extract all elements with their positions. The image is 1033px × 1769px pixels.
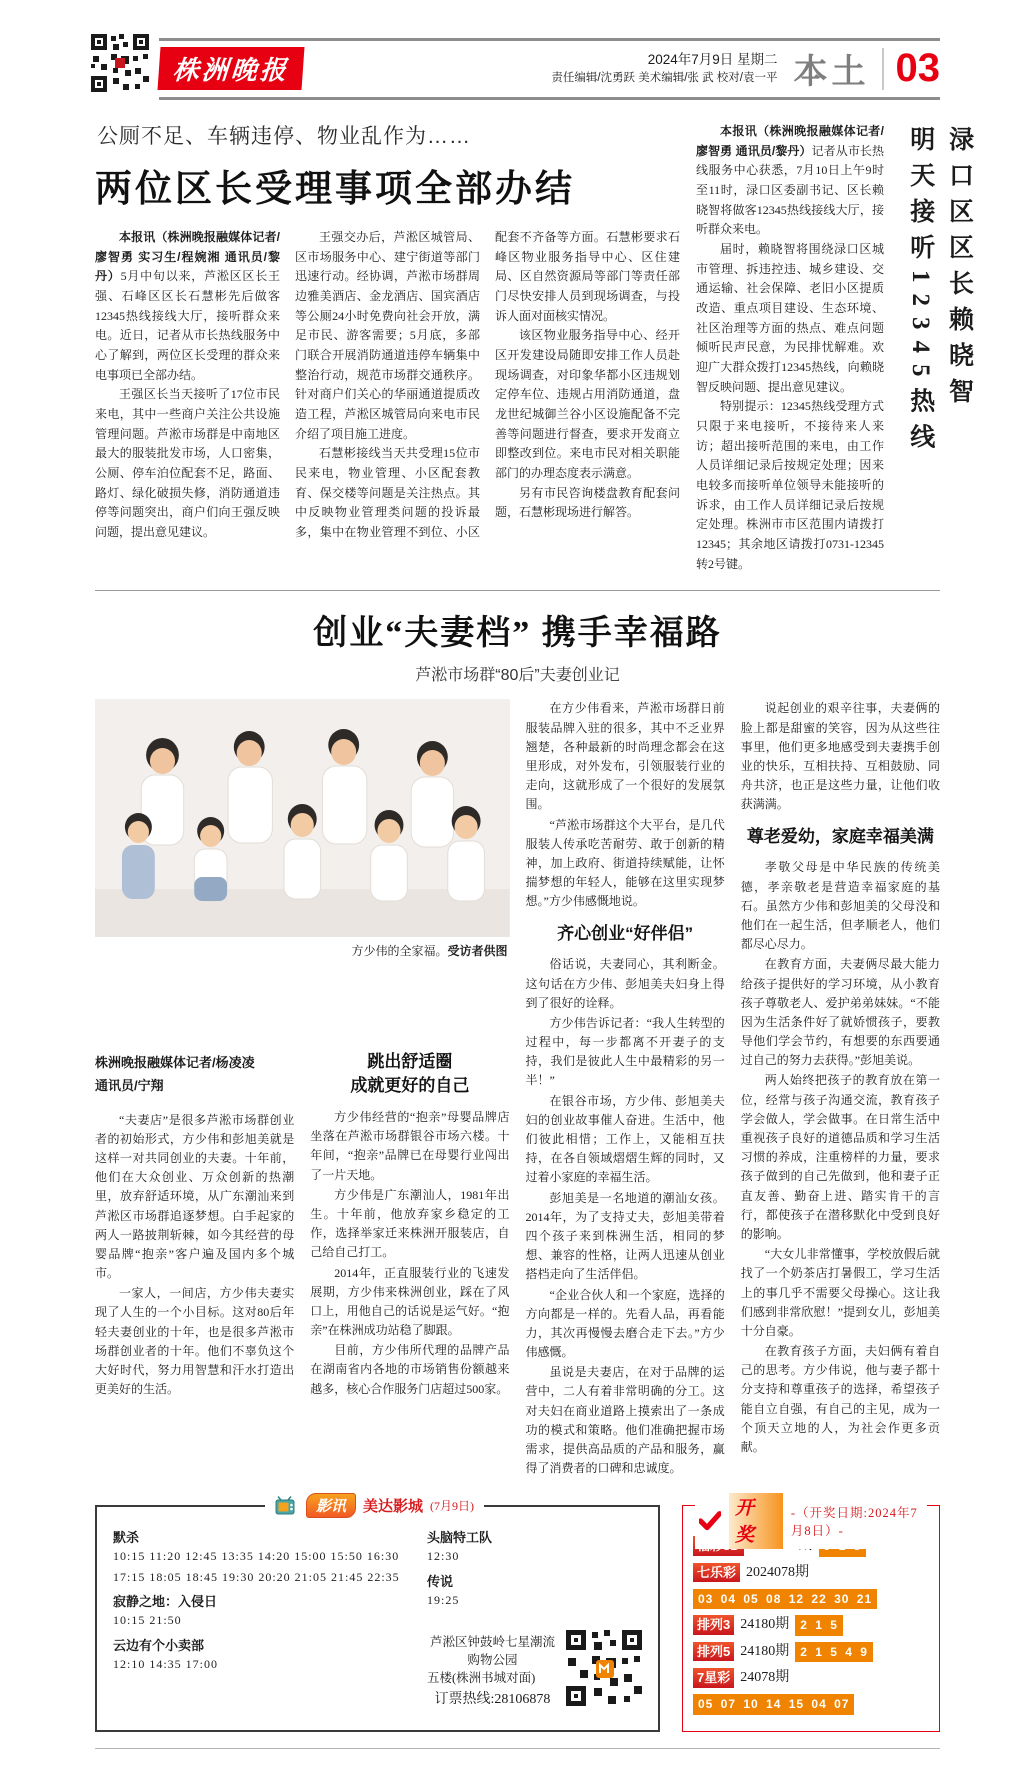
movie-listings-header: [265, 1493, 484, 1518]
lottery-issue: 24078期: [740, 1670, 790, 1686]
paragraph: 虽说是夫妻店，在对于品牌的运营中，二人有着非常明确的分工。这对夫妇在商业道路上摸索出了一条成功的模式和策略。他们准确把握市场需求，提供高品质的产品和服务，赢得了消费者的口碑和忠诚度。: [525, 1365, 725, 1476]
article2-lead: 本报讯（株洲晚报融媒体记者/廖智勇 通讯员/黎丹）: [696, 124, 884, 158]
feature-headline: 创业“夫妻档” 携手幸福路: [313, 615, 722, 653]
family-photo: [95, 699, 510, 937]
lottery-numbers: 2 1 5: [795, 1615, 843, 1636]
paragraph: 方少伟告诉记者：“我人生转型的过程中，每一步都离不开妻子的支持，我们是彼此人生中最精彩的另一半！”: [525, 1015, 725, 1088]
page-number: 03: [895, 46, 940, 90]
paragraph: 2014年，正直服装行业的飞速发展期，方少伟来株洲创业，踩在了风口上，用他自己的话说是运气好。“抱亲”在株洲成功站稳了脚跟。: [310, 1265, 510, 1338]
feature-subhead-1: 跳出舒适圈 成就更好的自己: [350, 1052, 470, 1096]
lottery-issue: 24180期: [740, 1617, 790, 1633]
paragraph: 王强交办后，芦淞区城管局、区市场服务中心、建宁街道等部门迅速行动。经协调，芦淞市场群周边雅美酒店、金龙酒店、国宾酒店等公厕24小时免费向社会开放，满足市民、游客需要；5月底，多部门联合开展消防通道违停车辆集中整治行动，规范市场群交通秩序。针对商户们关心的华丽通道提质改造工程，芦淞区城管局向来电市民介绍了项目施工进度。: [295, 230, 480, 441]
lottery-game-label: 7星彩: [693, 1668, 734, 1688]
lottery-results-box: [682, 1498, 940, 1731]
lottery-row: [693, 1642, 929, 1663]
paragraph: 方少伟经营的“抱亲”母婴品牌店坐落在芦淞市场群银谷市场六楼。十年间，“抱亲”品牌已在母婴行业闯出了一片天地。: [310, 1110, 510, 1182]
movie-times: 19:25: [427, 1592, 460, 1607]
cinema-date: (7月9日): [430, 1499, 475, 1514]
red-checkmark-icon: [699, 1509, 721, 1533]
paragraph: “夫妻店”是很多芦淞市场群创业者的初始形式，方少伟和彭旭美就是这样一对共同创业的夫妻。十年前，他们在大众创业、万众创新的热潮里，放弃舒适环境，从广东潮汕来到芦淞区市场群追逐梦想。白手起家的两人一路披荆斩棘，如今其经营的母婴品牌“抱亲”客户遍及国内多个城市。: [95, 1112, 295, 1281]
movie-times: 12:10 14:35 17:00: [113, 1656, 219, 1671]
lottery-issue: 2024078期: [746, 1564, 810, 1580]
feature-column-4: [741, 699, 940, 1479]
vertical-headline-line2: 明天接听12345热线: [906, 126, 934, 460]
publication-date: 2024年7月9日 星期二: [647, 51, 778, 67]
header-rule-top: [159, 38, 940, 41]
paragraph: 说起创业的艰辛往事，夫妻俩的脸上都是甜蜜的笑容，因为从这些往事里，他们更多地感受到夫妻携手创业的快乐，互相扶持、互相鼓励、同舟共济，也正是这些力量，让他们收获满满。: [740, 701, 940, 812]
movie-list-right: [427, 1523, 644, 1708]
paragraph: 王强区长当天接听了17位市民来电，其中一些商户关注公共设施管理问题。芦淞市场群是中南地区最大的服装批发市场，人口密集，公厕、停车泊位配套不足，路面、路灯、绿化破损失修，消防通道违停等问题突出，商户们向王强反映问题，提出意见建议。: [95, 387, 280, 540]
feature-column-2: [310, 1048, 509, 1479]
feature-subhead-3: 尊老爱幼，家庭幸福美满: [746, 826, 934, 846]
lottery-rows: [693, 1536, 929, 1714]
tv-icon: [275, 1496, 299, 1516]
paragraph: 目前，方少伟所代理的品牌产品在湖南省内各地的市场销售份额越来越多，核心合作服务门店超过500家。: [310, 1343, 510, 1396]
lottery-numbers: 05 07 10 14 15 04 07: [693, 1694, 854, 1715]
section-name: 本土: [793, 53, 870, 91]
byline-correspondent: 通讯员/宁翔: [95, 1077, 164, 1093]
paragraph: 特别提示：12345热线受理方式只限于来电接听，不接待来人来访；超出接听范围的来电，由工作人员详细记录后按规定处理；因来电较多而接听单位领导未能接听的诉求，由工作人员详细记录后按规定处理。株洲市市区范围内请拨打12345；其余地区请拨打0731-12345转2号键。: [696, 399, 884, 571]
movie-times: 12:30: [427, 1549, 460, 1564]
lottery-row: [693, 1668, 929, 1714]
article-luko-hotline-notice: [696, 118, 884, 574]
paragraph: “企业合伙人和一个家庭，选择的方向都是一样的。先看人品，再看能力，其次再慢慢去磨合走下去。”方少伟感慨。: [525, 1287, 725, 1360]
paragraph: 本报讯（株洲晚报融媒体记者/廖智勇 实习生/程婉湘 通讯员/黎丹）5月中旬以来，芦淞区区长王强、石峰区区长石慧彬先后做客12345热线接线大厅，接听群众来电。近日，记者从市长热线服务中心了解到，两位区长受理的群众来电事项已全部办结。: [95, 230, 280, 382]
movie-title: 传说: [427, 1573, 454, 1589]
feature-subtitle: 芦淞市场群“80后”夫妻创业记: [415, 667, 620, 685]
feature-story-section: [95, 605, 940, 1479]
page-bottom-rule: [95, 1748, 940, 1749]
section-divider-rule: [95, 590, 940, 591]
paragraph: 届时，赖晓智将围绕渌口区城市管理、拆违控违、城乡建设、交通运输、社会保障、老旧小区提质改造、重点项目建设、生态环境、社区治理等方面的热点、难点问题倾听民声民意，为民排忧解难。欢迎广大群众拨打12345热线，向赖晓智反映问题、提出意见建议。: [696, 242, 884, 394]
paragraph: 在方少伟看来，芦淞市场群日前服装品牌入驻的很多，其中不乏业界翘楚，各种最新的时尚理念都会在这里形成，对外发布，引领服装行业的走向，这就形成了一个很好的发展氛围。: [525, 701, 725, 812]
lottery-numbers: 2 1 5 4 9: [795, 1642, 873, 1663]
paragraph: 彭旭美是一名地道的潮汕女孩。2014年，为了支持丈夫，彭旭美带着四个孩子来到株洲生活，相同的梦想、兼容的性格，让两人迅速从创业搭档走向了生活伴侣。: [525, 1190, 725, 1282]
paragraph: 在教育孩子方面，夫妇俩有着自己的思考。方少伟说，他与妻子都十分支持和尊重孩子的选择，希望孩子能自立自强，有自己的主见，成为一个顶天立地的人，为社会作更多贡献。: [740, 1344, 940, 1454]
masthead-qr-code-icon: [89, 32, 151, 94]
movie-title: 默杀: [113, 1530, 140, 1546]
newspaper-logo: 株洲晚报: [157, 47, 304, 90]
lottery-game-label: 排列5: [693, 1642, 734, 1662]
article2-vertical-headline: [900, 118, 978, 518]
lottery-draw-date: -（开奖日期:2024年7月8日）-: [790, 1506, 918, 1539]
photo-credit: 受访者供图: [447, 944, 508, 959]
movie-times: 10:15 21:50: [113, 1613, 182, 1628]
movie-title: 云边有个小卖部: [113, 1637, 205, 1653]
lottery-title: 开奖: [729, 1493, 783, 1549]
paragraph: “大女儿非常懂事，学校放假后就找了一个奶茶店打暑假工，学习生活上的事几乎不需要父母操心。这让我们感到非常欣慰！”提到女儿，彭旭美十分自豪。: [740, 1247, 940, 1338]
lottery-row: [693, 1563, 929, 1609]
top-articles-section: [95, 118, 973, 574]
paragraph: 方少伟是广东潮汕人，1981年出生。十年前，他放弃家乡稳定的工作，选择举家迁来株洲开服装店，自己给自己打工。: [310, 1187, 510, 1260]
header-rule-bottom: [159, 97, 940, 100]
photo-caption-text: 方少伟的全家福。: [351, 944, 448, 959]
cinema-address-line2: 五楼(株洲书城对面): [427, 1671, 536, 1686]
lottery-row: [693, 1615, 929, 1636]
article-district-heads-hotline: [95, 118, 680, 574]
lottery-game-label: 七乐彩: [693, 1563, 740, 1583]
movie-list-left: [113, 1523, 413, 1708]
feature-column-3: [526, 699, 725, 1479]
paragraph: 本报讯（株洲晚报融媒体记者/廖智勇 通讯员/黎丹）记者从市长热线服务中心获悉，7月10日上午9时至11时，渌口区委副书记、区长赖晓智将做客12345热线接线大厅，接听群众来电。: [696, 124, 884, 237]
paragraph: 孝敬父母是中华民族的传统美德，孝亲敬老是营造幸福家庭的基石。虽然方少伟和彭旭美的父母没和他们在一起生活，但孝顺老人，他们都尽心尽力。: [740, 860, 940, 952]
lottery-issue: 24180期: [740, 1643, 790, 1659]
paragraph: “芦淞市场群这个大平台，是几代服装人传承吃苦耐劳、敢于创新的精神，加上政府、街道持续赋能，让怀揣梦想的年轻人，能够在这里实现梦想。”方少伟感慨地说。: [525, 817, 725, 909]
paragraph: 俗话说，夫妻同心，其利断金。这句话在方少伟、彭旭美夫妇身上得到了很好的诠释。: [525, 957, 725, 1010]
cinema-name: 美达影城: [363, 1498, 424, 1516]
photo-caption: [95, 942, 508, 959]
lottery-game-label: 排列3: [693, 1615, 734, 1635]
page-number-divider: [882, 48, 884, 90]
paragraph: 在银谷市场，方少伟、彭旭美夫妇的创业故事催人奋进。生活中，他们彼此相惜；工作上，又能相互扶持，在各自领域熠熠生辉的同时，又过着小家庭的幸福生活。: [525, 1093, 725, 1185]
cinema-qr-code-icon: [564, 1628, 644, 1708]
feature-subhead-2: 齐心创业“好伴侣”: [557, 923, 694, 943]
ticket-hotline: 订票热线:28106878: [434, 1692, 551, 1708]
bottom-strip: [95, 1498, 940, 1731]
article1-headline: 两位区长受理事项全部办结: [95, 168, 575, 209]
movie-listings-box: [95, 1498, 660, 1731]
paragraph: 该区物业服务指导中心、经开区开发建设局随即安排工作人员赴现场调查，对印象华都小区违规划定停车位、违规占用消防通道，盘龙世纪城御兰谷小区设施配备不完善等问题进行督查，要求开发商立即整改到位。来电市民对相关职能部门的办理态度表示满意。: [495, 328, 680, 481]
movie-info-badge: 影讯: [306, 1493, 356, 1518]
masthead: [95, 30, 940, 102]
movie-title: 寂静之地：入侵日: [113, 1594, 218, 1610]
movie-title: 头脑特工队: [427, 1530, 493, 1546]
lottery-numbers: 03 04 05 08 12 22 30 21: [693, 1589, 877, 1610]
paragraph: 一家人，一间店，方少伟夫妻实现了人生的一个小目标。这对80后年轻夫妻创业的十年，也是很多芦淞市场群创业者的十年。他们不辜负这个大好时代，努力用智慧和汗水打造出更美好的生活。: [95, 1286, 295, 1397]
vertical-headline-line1: 渌口区区长赖晓智: [945, 126, 973, 414]
byline-reporter: 株洲晚报融媒体记者/杨凌凌: [95, 1055, 255, 1071]
paragraph: 两人始终把孩子的教育放在第一位，经常与孩子沟通交流，教育孩子学会做人，学会做事。在日常生活中重视孩子良好的道德品质和学习生活习惯的养成，注重榜样的力量，要求孩子做到的自己先做到，他和妻子正直友善、勤奋上进、踏实肯干的言行，都使孩子在潜移默化中受到良好的影响。: [740, 1073, 940, 1241]
paragraph: 在教育方面，夫妻俩尽最大能力给孩子提供好的学习环境，从小教育孩子尊敬老人、爱护弟弟妹妹。“不能因为生活条件好了就娇惯孩子，要教导他们学会节约，有想要的东西要通过自己的努力去获得。”彭旭美说。: [740, 957, 940, 1068]
editors-line: 责任编辑/沈勇跃 美术编辑/张 武 校对/袁一平: [551, 72, 778, 84]
movie-times: 10:15 11:20 12:45 13:35 14:20 15:00 15:50 16:30 17:15 18:05 18:45 19:30 20:20 21:05 21:45 22:35: [113, 1549, 400, 1584]
feature-byline: [95, 1052, 294, 1096]
paragraph: 石慧彬接线当天共受理15位市民来电，物业管理、小区配套教育、保交楼等问题是关注热点。其中反映物业管理类问题的投诉最多，集中在物业管理不到位、小区配套不齐备等方面。石慧彬要求石峰区物业服务指导中心、区住建局、区自然资源局等部门等责任部门尽快安排人员到现场调查，与投诉人面对面核实情况。: [295, 230, 680, 540]
paragraph: 另有市民咨询楼盘教育配套问题，石慧彬现场进行解答。: [495, 485, 680, 520]
article1-lead: 本报讯（株洲晚报融媒体记者/廖智勇 实习生/程婉湘 通讯员/黎丹）: [95, 230, 280, 284]
feature-column-1: [95, 1048, 294, 1479]
feature-photo-block: [95, 699, 510, 1048]
article1-kicker: 公厕不足、车辆违停、物业乱作为……: [97, 125, 471, 148]
article1-body: [95, 228, 680, 546]
cinema-address-line1: 芦淞区钟鼓岭七星潮流购物公园: [429, 1635, 555, 1668]
lottery-header: [695, 1493, 927, 1549]
